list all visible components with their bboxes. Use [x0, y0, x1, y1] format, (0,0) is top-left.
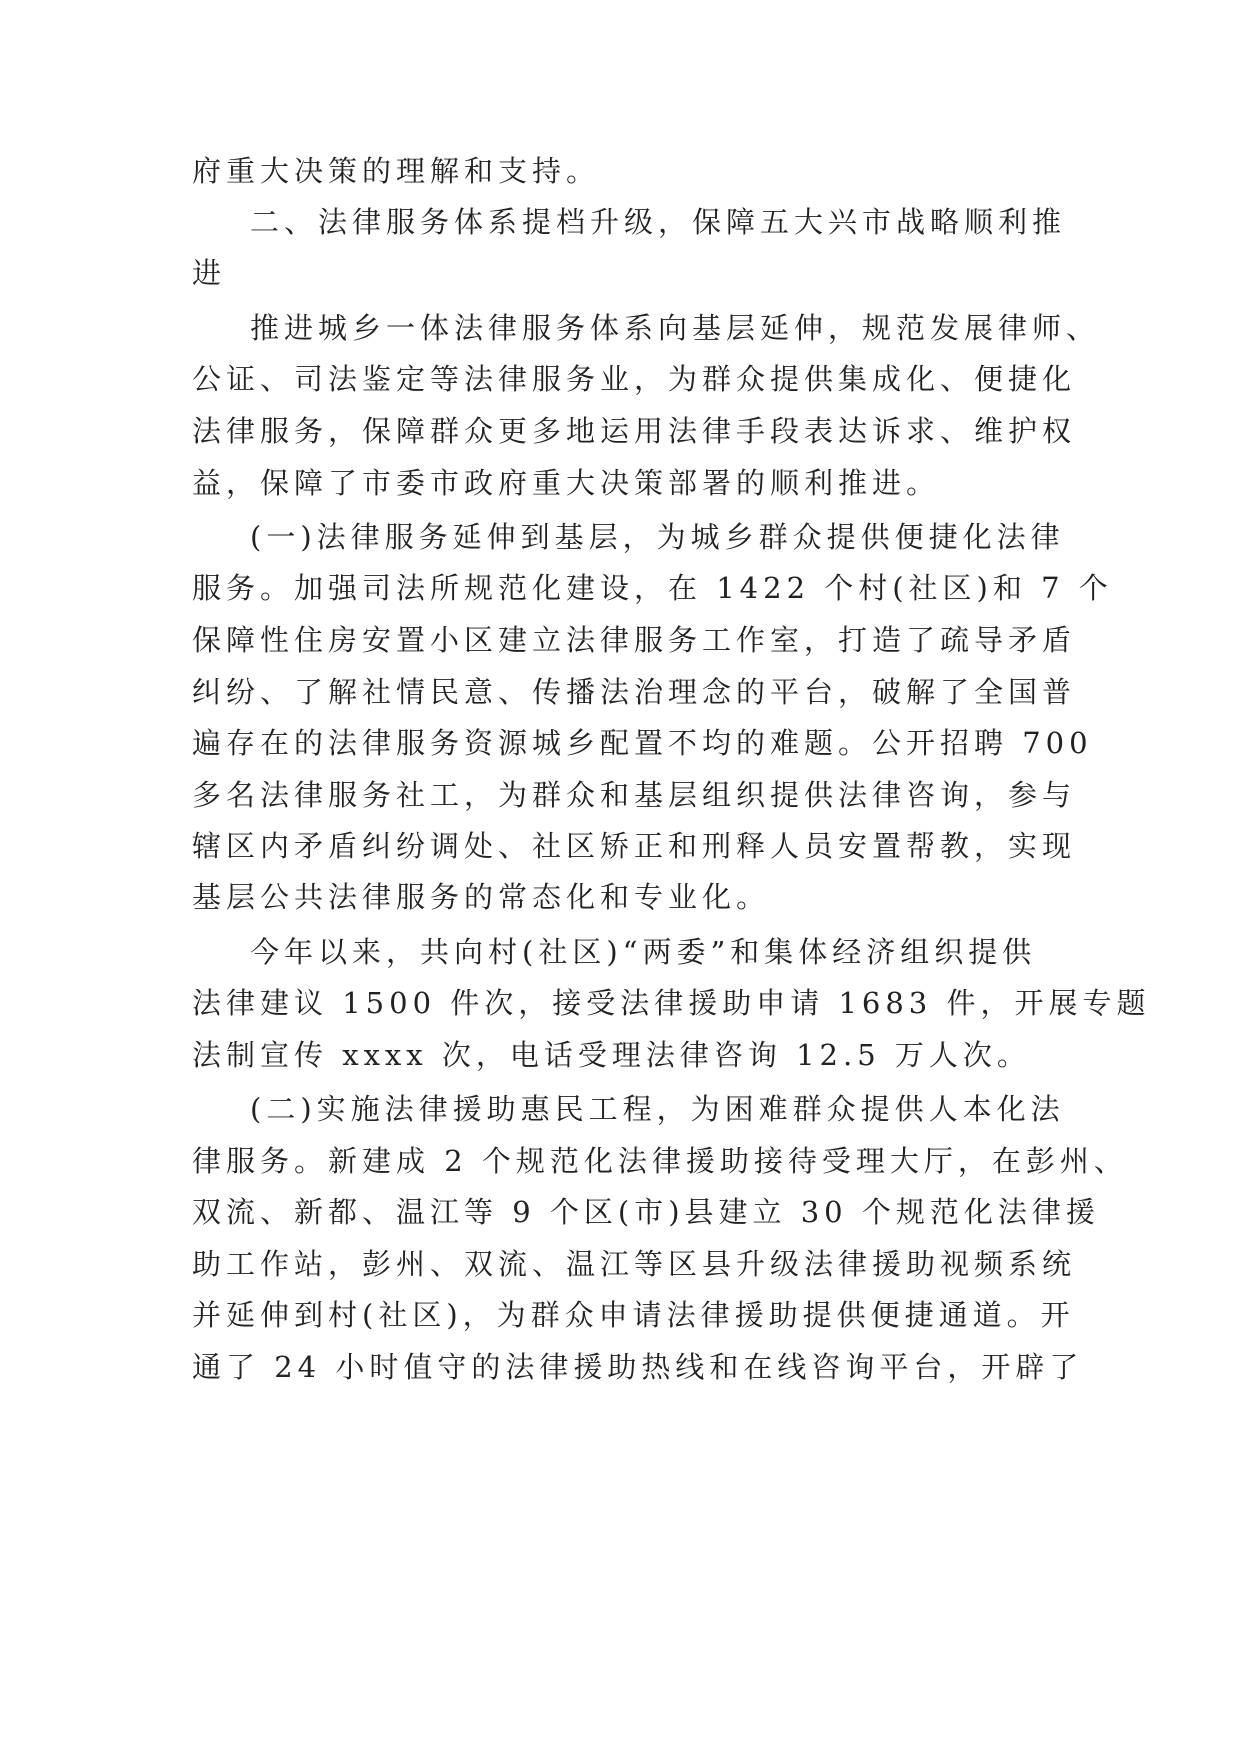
paragraph-line: 法律服务，保障群众更多地运用法律手段表达诉求、维护权 [192, 414, 1077, 448]
paragraph-line: 并延伸到村(社区)，为群众申请法律援助提供便捷通道。开 [192, 1298, 1075, 1332]
paragraph-line: 公证、司法鉴定等法律服务业，为群众提供集成化、便捷化 [192, 362, 1077, 396]
section-heading-line: 进 [192, 256, 227, 290]
paragraph-line: 通了 24 小时值守的法律援助热线和在线咨询平台，开辟了 [192, 1350, 1084, 1384]
paragraph-line: 多名法律服务社工，为群众和基层组织提供法律咨询，参与 [192, 778, 1077, 812]
paragraph-line: 法制宣传 xxxx 次，电话受理法律咨询 12.5 万人次。 [192, 1038, 1031, 1072]
paragraph-line: 府重大决策的理解和支持。 [192, 154, 601, 188]
paragraph-line: 服务。加强司法所规范化建设，在 1422 个村(社区)和 7 个 [192, 571, 1113, 605]
paragraph-line: 辖区内矛盾纠纷调处、社区矫正和刑释人员安置帮教，实现 [192, 829, 1077, 863]
paragraph-line: (一)法律服务延伸到基层，为城乡群众提供便捷化法律 [250, 520, 1065, 554]
paragraph-line: 双流、新都、温江等 9 个区(市)县建立 30 个规范化法律援 [192, 1195, 1100, 1229]
paragraph-line: 纠纷、了解社情民意、传播法治理念的平台，破解了全国普 [192, 675, 1077, 709]
paragraph-line: 律服务。新建成 2 个规范化法律援助接待受理大厅，在彭州、 [192, 1144, 1128, 1178]
paragraph-line: 法律建议 1500 件次，接受法律援助申请 1683 件，开展专题 [192, 986, 1151, 1020]
paragraph-line: 推进城乡一体法律服务体系向基层延伸，规范发展律师、 [250, 311, 1101, 345]
paragraph-line: 助工作站，彭州、双流、温江等区县升级法律援助视频系统 [192, 1247, 1077, 1281]
paragraph-line: 今年以来，共向村(社区)“两委”和集体经济组织提供 [250, 935, 1037, 969]
paragraph-line: 基层公共法律服务的常态化和专业化。 [192, 880, 771, 914]
paragraph-line: (二)实施法律援助惠民工程，为困难群众提供人本化法 [250, 1092, 1065, 1126]
paragraph-line: 保障性住房安置小区建立法律服务工作室，打造了疏导矛盾 [192, 623, 1077, 657]
paragraph-line: 益，保障了市委市政府重大决策部署的顺利推进。 [192, 466, 941, 500]
paragraph-line: 遍存在的法律服务资源城乡配置不均的难题。公开招聘 700 [192, 726, 1093, 760]
section-heading-line: 二、法律服务体系提档升级，保障五大兴市战略顺利推 [250, 205, 1067, 239]
